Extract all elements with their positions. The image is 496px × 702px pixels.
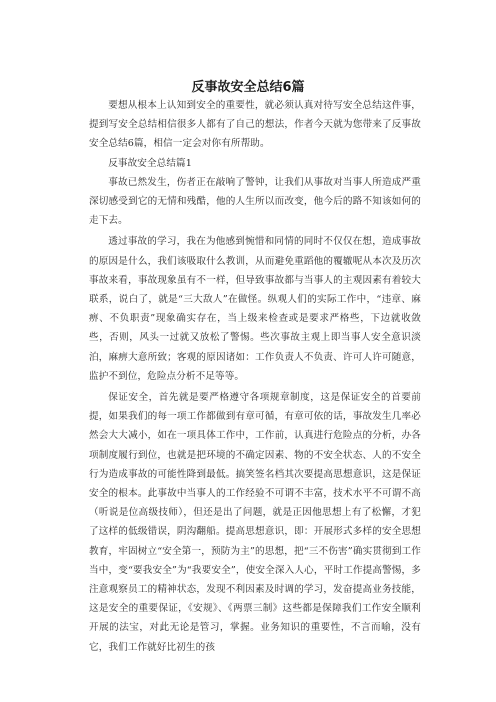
body-paragraph: 保证安全，首先就是要严格遵守各项规章制度，这是保证安全的首要前提，如果我们的每一项工作都做到有章可循，有章可依的话，事故发生几率必然会大大减小，如在一项具体工作中，工作前，认真进行危险点的分析，办各项制度履行到位，也就是把环境的不确定因素、物的不安全状态、人的不安全行为造成事故的可能性降到最低。搞笑签名档其次要提高思想意识，这是保证安全的根本。此事故中当事人的工作经验不可谓不丰富，技术水平不可谓不高（听说是位高级技师），但还是出了问题，就是正因他思想上有了松懈，才犯了这样的低级错误，阴沟翻船。提高思想意识，即：开展形式多样的安全思想教育，牢固树立“安全第一，预防为主”的思想，把“三不伤害”确实贯彻到工作当中，变“要我安全”为“我要安全”，使安全深入人心，平时工作提高警惕，多注意观察员工的精神状态，发现不利因素及时调的学习，发奋提高业务技能，这是安全的重要保证，《安规》、《两票三制》这些都是保障我们工作安全顺利开展的法宝，对此无论是管习，掌握。业务知识的重要性，不言而喻，没有它，我们工作就好比初生的孩	[89, 392, 421, 653]
intro-paragraph: 要想从根本上认知到安全的重要性，就必须认真对待写安全总结这件事，提到写安全总结相信很多人都有了自己的想法，作者今天就为您带来了反事故安全总结6篇，相信一定会对你有所帮助。	[89, 100, 421, 150]
document-body	[89, 96, 421, 657]
document-title: 反事故安全总结6篇	[191, 80, 305, 95]
body-paragraph: 透过事故的学习，我在为他感到惋惜和同情的同时不仅仅在想，造成事故的原因是什么，我们该吸取什么教训，从而避免重蹈他的覆辙呢从本次及历次事故来看，事故现象虽有不一样，但导致事故都与当事人的主观因素有着较大联系，说白了，就是“三大敌人”在做怪。纵观人们的实际工作中，“违章、麻痹、不负职责”现象确实存在，当上级来检查或是要求严格些，下边就收敛些，否则，风头一过就又放松了警惕。些次事故主观上即当事人安全意识淡泊，麻痹大意所致；客观的原因诸如：工作负责人不负责、许可人许可随意，监护不到位，危险点分析不足等等。	[89, 236, 421, 382]
section-heading: 反事故安全总结篇1	[108, 157, 192, 169]
body-paragraph: 事故已然发生，伤者正在敲响了警钟，让我们从事故对当事人所造成严重深切感受到它的无情和残酷，他的人生所以而改变，他今后的路不知该如何的走下去。	[89, 176, 421, 227]
